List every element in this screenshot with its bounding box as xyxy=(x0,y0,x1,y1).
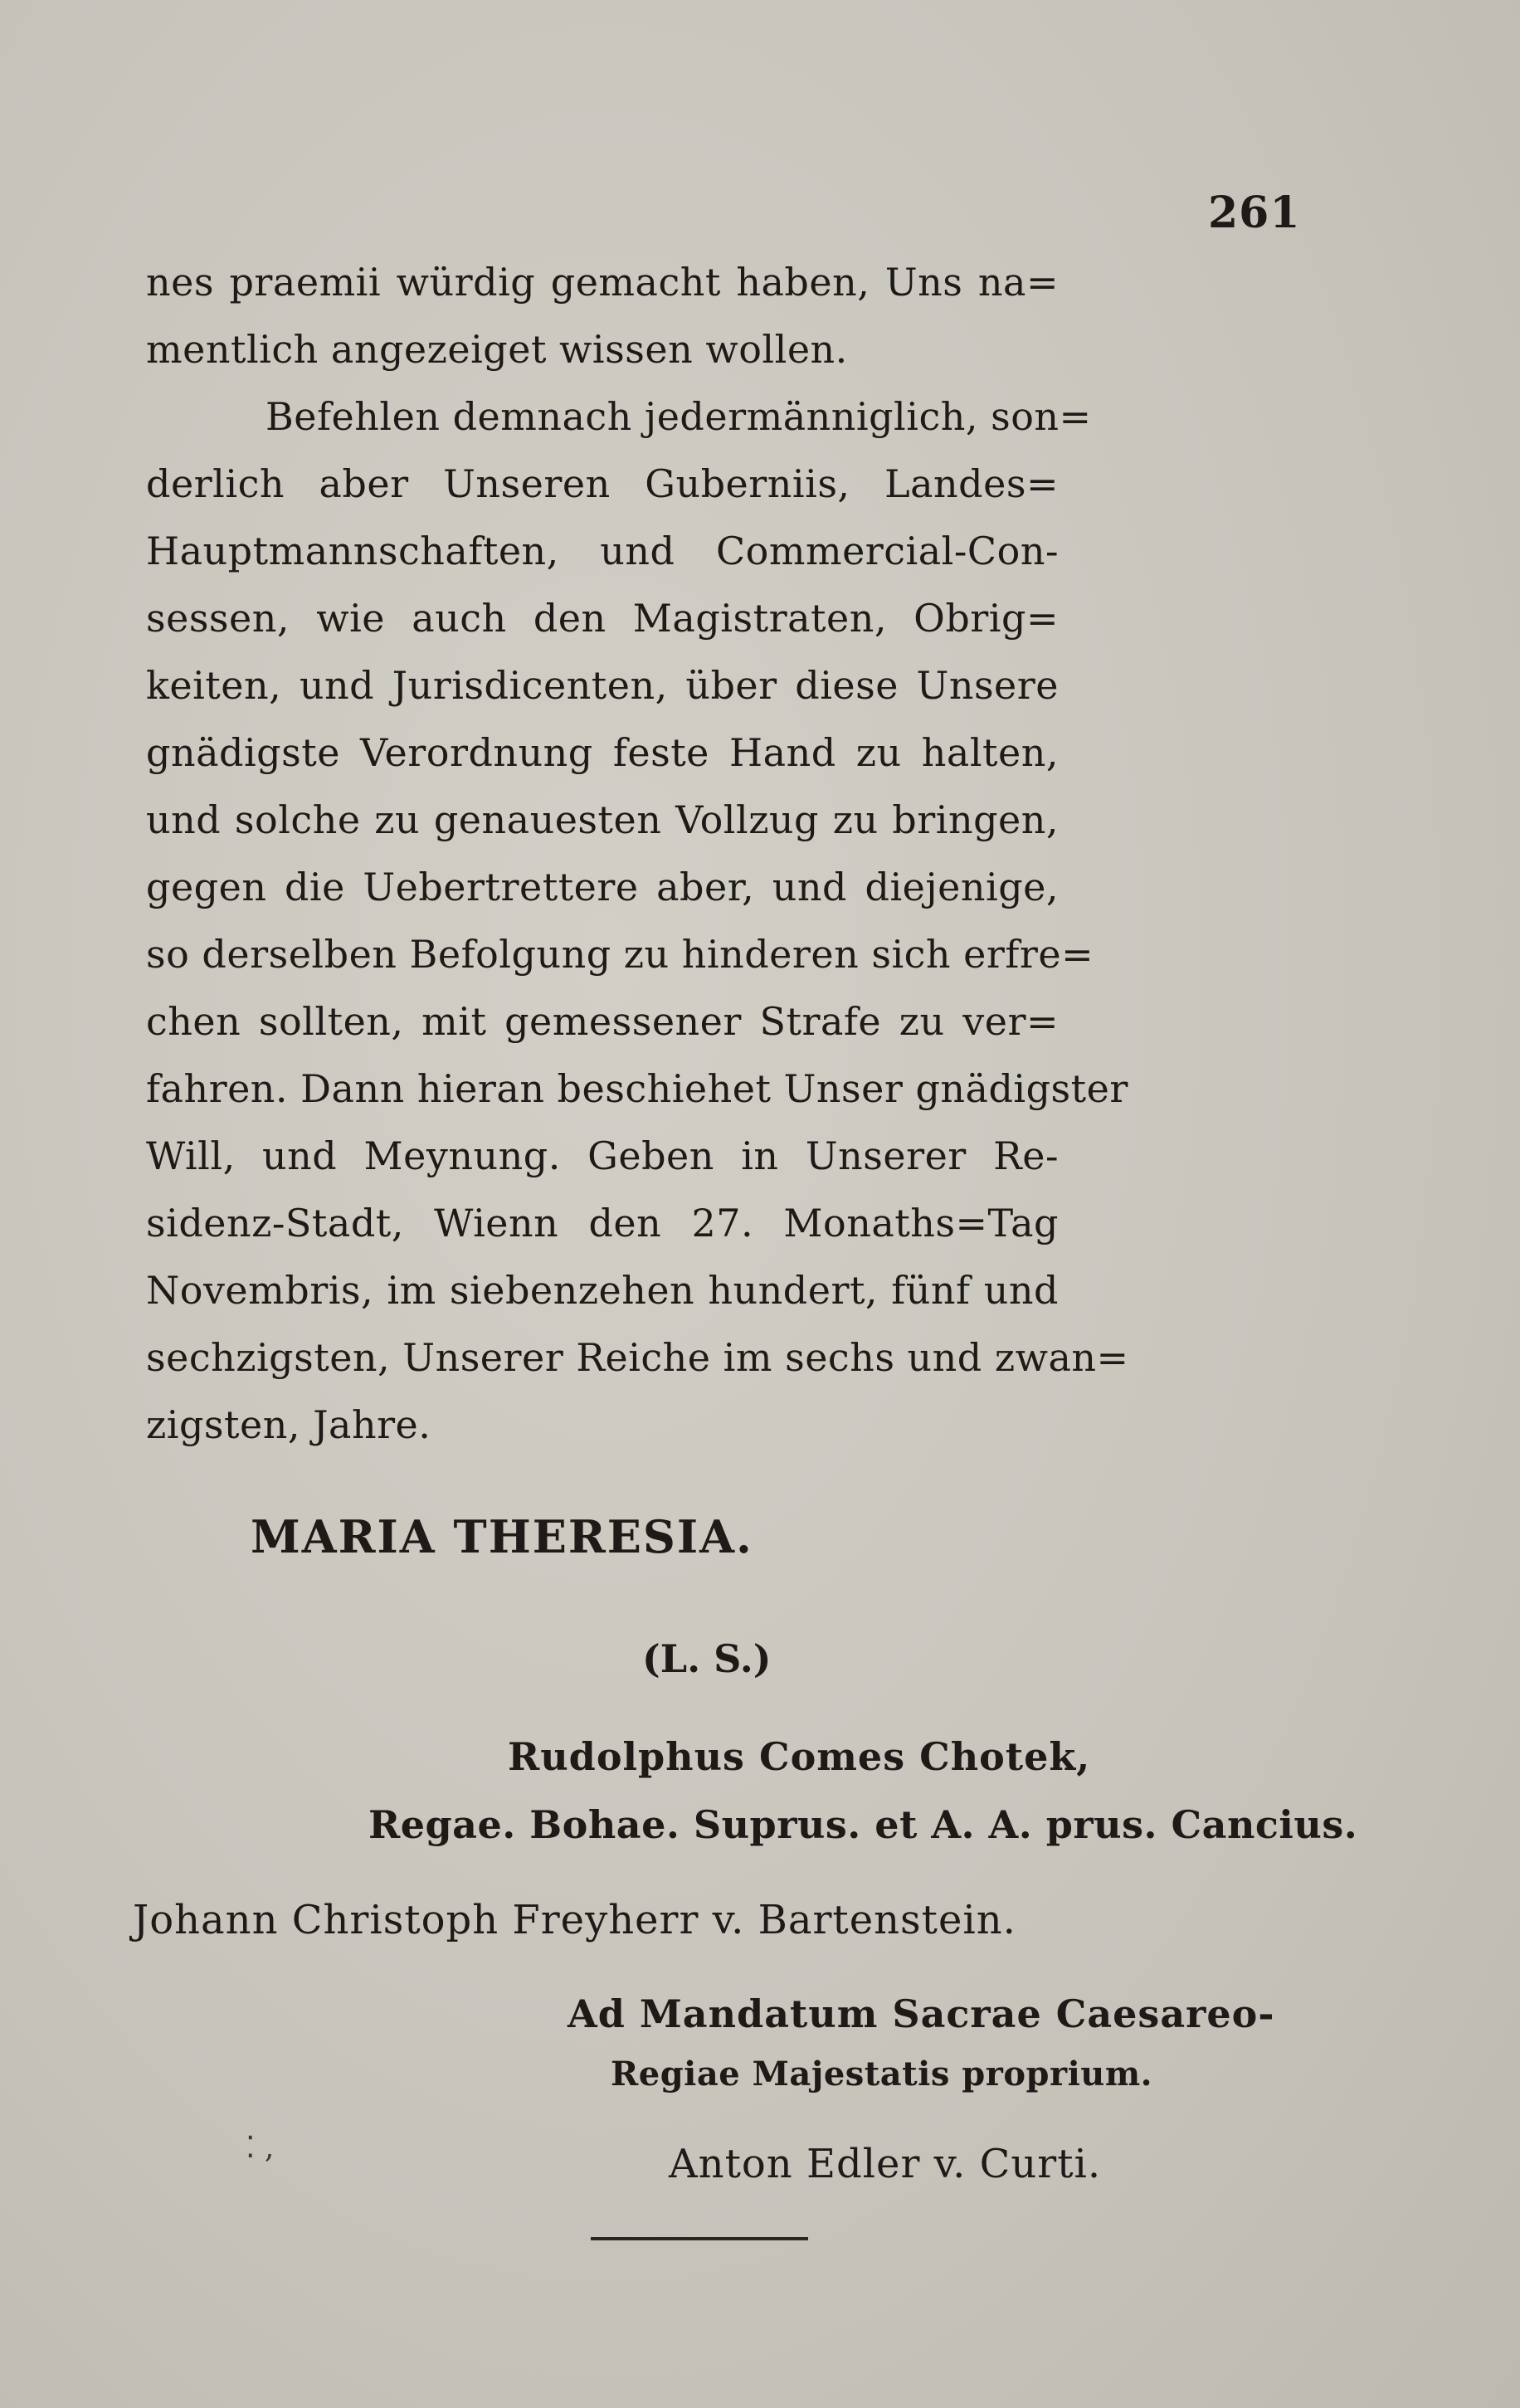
text-line: chen sollten, mit gemessener Strafe zu ver= xyxy=(146,999,1059,1044)
text-line: so derselben Befolgung zu hinderen sich erfre= xyxy=(146,932,1094,977)
closing-rule xyxy=(591,2237,808,2240)
text-line: Will, und Meynung. Geben in Unserer Re- xyxy=(146,1133,1059,1178)
text-line: keiten, und Jurisdicenten, über diese Unsere xyxy=(146,663,1059,708)
text-line: derlich aber Unseren Guberniis, Landes= xyxy=(146,461,1059,506)
text-line: mentlich angezeiget wissen wollen. xyxy=(146,327,848,372)
stray-mark: ⁚ , xyxy=(246,2131,275,2165)
text-line: gegen die Uebertrettere aber, und diejenige, xyxy=(146,865,1059,909)
text-line: Hauptmannschaften, und Commercial-Con- xyxy=(146,529,1059,573)
mandate-line: Ad Mandatum Sacrae Caesareo- xyxy=(568,1991,1275,2036)
page-number: 261 xyxy=(1208,188,1301,238)
monarch-signature: MARIA THERESIA. xyxy=(251,1510,753,1563)
signatory-line: Anton Edler v. Curti. xyxy=(669,2141,1102,2187)
text-line: Novembris, im siebenzehen hundert, fünf und xyxy=(146,1268,1059,1313)
text-line: sessen, wie auch den Magistraten, Obrig= xyxy=(146,596,1059,641)
signatory-line: Rudolphus Comes Chotek, xyxy=(508,1734,1091,1779)
text-line: nes praemii würdig gemacht haben, Uns na= xyxy=(146,260,1059,305)
text-line: und solche zu genauesten Vollzug zu bringen, xyxy=(146,797,1059,842)
text-line: gnädigste Verordnung feste Hand zu halten, xyxy=(146,730,1059,775)
signatory-title: Regae. Bohae. Suprus. et A. A. prus. Cancius. xyxy=(368,1802,1358,1847)
seal-mark: (L. S.) xyxy=(642,1636,772,1681)
body-text xyxy=(146,249,1129,1459)
text-line: sidenz-Stadt, Wienn den 27. Monaths=Tag xyxy=(146,1201,1059,1245)
text-line: Befehlen demnach jedermänniglich, son= xyxy=(266,394,1092,439)
text-line: zigsten, Jahre. xyxy=(146,1402,431,1447)
mandate-line: Regiae Majestatis proprium. xyxy=(611,2055,1153,2094)
signatory-line: Johann Christoph Freyherr v. Bartenstein. xyxy=(133,1897,1016,1943)
text-line: sechzigsten, Unserer Reiche im sechs und zwan= xyxy=(146,1335,1129,1380)
text-line: fahren. Dann hieran beschiehet Unser gnädigster xyxy=(146,1066,1128,1111)
